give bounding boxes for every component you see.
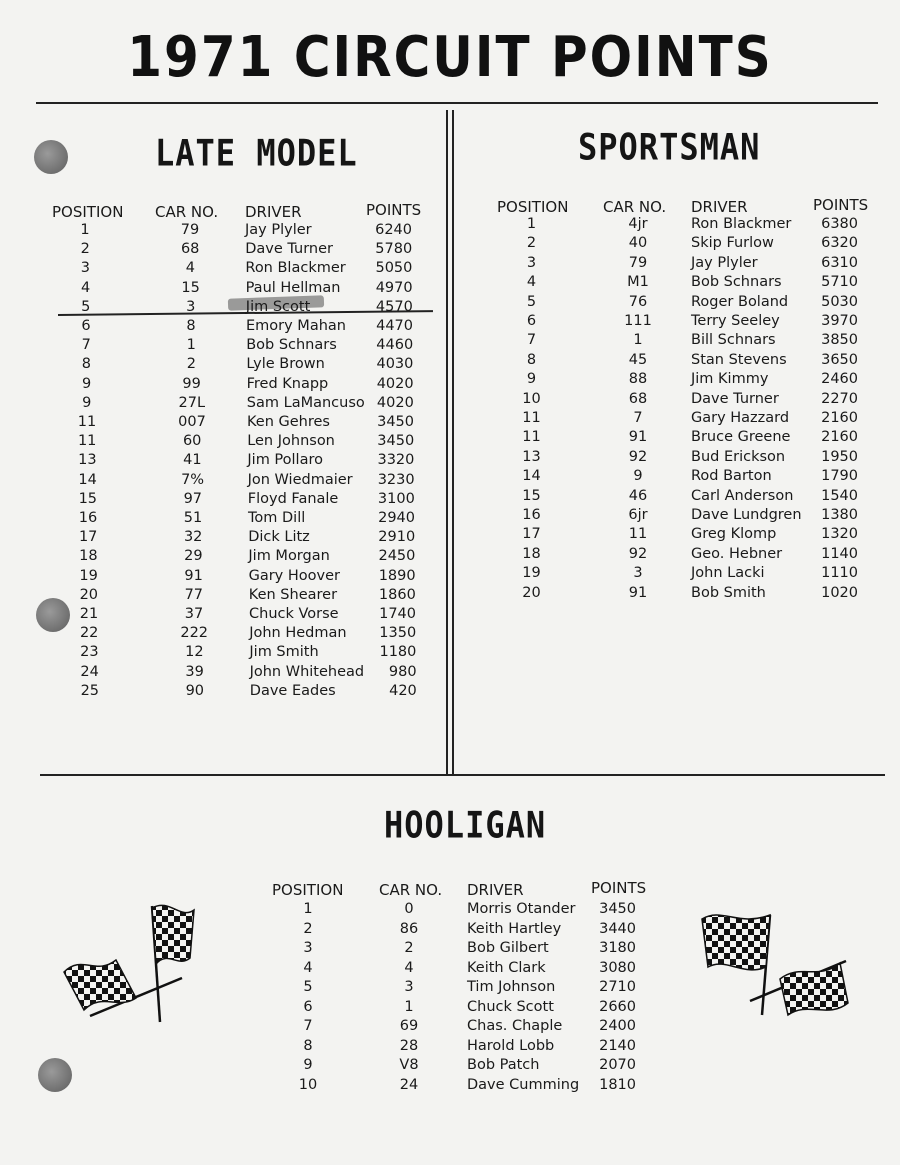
late-model-row-driver: Dave Turner	[245, 241, 333, 258]
sportsman-row-points: 1320	[821, 526, 858, 543]
late-model-row-driver: Gary Hoover	[248, 567, 340, 584]
hooligan-row-points: 2660	[599, 998, 636, 1015]
sportsman-row-car: 7	[633, 410, 643, 426]
hooligan-row-points: 2070	[599, 1057, 636, 1073]
late-model-row-position: 13	[78, 452, 97, 469]
punch-hole-bottom	[38, 1058, 72, 1092]
sportsman-row-driver: Bob Schnars	[691, 274, 782, 291]
late-model-row-points: 4970	[375, 279, 413, 296]
sportsman-row-car: 91	[628, 429, 648, 446]
sportsman-row-car: 92	[628, 545, 648, 562]
late-model-row-position: 23	[80, 644, 99, 661]
late-model-row-driver: Paul Hellman	[245, 279, 341, 296]
late-model-row-points: 980	[388, 663, 417, 680]
sportsman-row-driver: Ron Blackmer	[691, 216, 792, 232]
late-model-row-driver: Jim Smith	[249, 644, 319, 661]
late-model-row-car: 007	[178, 414, 206, 430]
sportsman-row-car: 111	[624, 313, 652, 329]
late-model-row-points: 4460	[376, 337, 414, 354]
late-model-header-points: POINTS	[366, 201, 422, 219]
late-model-row-driver: Chuck Vorse	[249, 606, 339, 622]
late-model-row-driver: John Whitehead	[249, 663, 365, 680]
sportsman-row-position: 8	[526, 351, 537, 368]
late-model-row-car: 97	[183, 490, 203, 507]
late-model-row-position: 5	[81, 298, 91, 315]
late-model-row-car: 27L	[178, 394, 206, 411]
hooligan-row-driver: Bob Patch	[467, 1057, 540, 1073]
late-model-row-driver: Emory Mahan	[246, 318, 346, 334]
hooligan-row-position: 6	[303, 998, 313, 1015]
sportsman-row-car: 76	[628, 293, 648, 310]
sportsman-row-position: 17	[522, 526, 541, 543]
late-model-row-driver: Jim Morgan	[248, 548, 330, 565]
late-model-row-position: 16	[78, 510, 98, 526]
late-model-row-points: 2910	[378, 529, 416, 546]
late-model-row-position: 7	[81, 337, 91, 354]
late-model-row-driver: Len Johnson	[247, 433, 335, 450]
sportsman-row-position: 6	[526, 313, 537, 329]
late-model-row-car: 60	[182, 433, 202, 450]
late-model-row-position: 11	[77, 433, 97, 450]
sportsman-row-driver: Jim Kimmy	[691, 371, 769, 388]
late-model-row-car: 12	[185, 644, 204, 661]
late-model-row-car: 90	[185, 682, 205, 699]
sportsman-row-points: 6310	[821, 254, 858, 271]
late-model-row-driver: Jon Wiedmaier	[247, 471, 353, 488]
hooligan-row-car: 3	[404, 979, 414, 995]
sportsman-row-position: 18	[522, 545, 541, 562]
late-model-row-car: 32	[183, 529, 203, 546]
hooligan-header-driver: DRIVER	[467, 881, 524, 899]
late-model-row-car: 99	[182, 375, 201, 392]
sportsman-row-position: 2	[526, 235, 537, 252]
late-model-row-points: 5050	[375, 260, 413, 277]
sportsman-row-car: 3	[633, 565, 643, 582]
late-model-row-position: 18	[79, 548, 98, 565]
late-model-row-driver: Dave Eades	[249, 682, 336, 699]
late-model-row-points: 420	[389, 682, 417, 699]
hooligan-row-driver: Tim Johnson	[467, 979, 556, 995]
late-model-header-position: POSITION	[52, 203, 124, 221]
hooligan-row-driver: Morris Otander	[467, 901, 576, 917]
hooligan-row-points: 3440	[599, 920, 636, 937]
late-model-row-car: 77	[184, 586, 204, 603]
hooligan-row-position: 7	[303, 1018, 313, 1034]
sportsman-row-car: 9	[633, 468, 643, 485]
column-divider-left	[446, 110, 448, 774]
sportsman-row-points: 1020	[821, 584, 858, 601]
sportsman-row-car: 46	[628, 487, 648, 504]
late-model-row-points: 2450	[378, 548, 416, 565]
late-model-row-car: 2	[186, 356, 196, 373]
late-model-row-car: 29	[184, 548, 203, 565]
late-model-row-points: 6240	[375, 222, 412, 238]
sportsman-row-points: 6320	[821, 235, 858, 252]
sportsman-header-driver: DRIVER	[691, 198, 748, 216]
sportsman-row-driver: Bud Erickson	[691, 448, 786, 465]
late-model-row-position: 15	[78, 490, 98, 507]
sportsman-row-position: 13	[522, 448, 541, 465]
late-model-row-car: 51	[183, 510, 203, 526]
late-model-row-driver: John Hedman	[249, 625, 347, 642]
late-model-row-driver: Lyle Brown	[246, 356, 325, 373]
late-model-row-car: 15	[181, 279, 200, 296]
late-model-row-points: 1890	[378, 567, 416, 584]
hooligan-row-points: 1810	[599, 1076, 636, 1093]
sportsman-row-position: 19	[522, 565, 541, 582]
late-model-row-car: 41	[183, 452, 202, 469]
sportsman-header-car: CAR NO.	[603, 198, 667, 216]
late-model-row-position: 20	[79, 586, 99, 603]
hooligan-row-points: 3180	[599, 940, 636, 956]
sportsman-row-car: 4jr	[628, 216, 648, 232]
late-model-row-car: 91	[184, 567, 203, 584]
hooligan-row-driver: Keith Clark	[467, 959, 546, 976]
sportsman-row-car: M1	[627, 274, 649, 291]
sportsman-row-car: 1	[633, 332, 643, 349]
checkered-flags-icon	[700, 905, 850, 1025]
sportsman-row-position: 14	[522, 468, 541, 485]
late-model-row-points: 3100	[377, 490, 415, 507]
hooligan-row-points: 2710	[599, 979, 636, 995]
sportsman-row-car: 68	[628, 390, 648, 407]
late-model-row-points: 2940	[378, 510, 415, 526]
hooligan-row-position: 1	[303, 901, 313, 917]
late-model-row-points: 1740	[379, 606, 416, 622]
hooligan-row-position: 8	[303, 1037, 313, 1054]
sportsman-row-driver: Roger Boland	[691, 293, 789, 310]
sportsman-row-driver: Geo. Hebner	[691, 545, 783, 562]
late-model-row-driver: Sam LaMancuso	[246, 394, 365, 411]
punch-hole-top	[34, 140, 68, 174]
hooligan-row-car: 1	[404, 998, 414, 1015]
hooligan-row-driver: Bob Gilbert	[467, 940, 549, 956]
sportsman-row-car: 40	[628, 235, 648, 252]
sportsman-row-car: 91	[628, 584, 648, 601]
sportsman-row-driver: Carl Anderson	[691, 487, 794, 504]
sportsman-row-position: 10	[522, 390, 541, 407]
late-model-row-position: 9	[82, 394, 92, 411]
late-model-row-driver: Jim Scott	[245, 298, 311, 315]
late-model-row-position: 11	[77, 414, 97, 430]
late-model-row-driver: Jay Plyler	[245, 222, 312, 238]
sportsman-row-driver: Terry Seeley	[691, 313, 780, 329]
sportsman-row-driver: John Lacki	[691, 565, 765, 582]
hooligan-row-position: 10	[298, 1076, 318, 1093]
sportsman-row-driver: Bill Schnars	[691, 332, 776, 349]
late-model-row-points: 4570	[375, 298, 413, 315]
late-model-row-position: 9	[81, 375, 92, 392]
column-divider-right	[452, 110, 454, 774]
middle-divider	[40, 774, 885, 776]
hooligan-row-car: 4	[404, 959, 414, 976]
late-model-row-points: 3450	[377, 414, 414, 430]
late-model-row-driver: Bob Schnars	[246, 337, 337, 354]
sportsman-row-driver: Gary Hazzard	[691, 410, 790, 426]
late-model-row-position: 25	[80, 682, 100, 699]
hooligan-row-car: 0	[404, 901, 414, 917]
late-model-row-points: 3320	[377, 452, 415, 469]
hooligan-title: HOOLIGAN	[384, 803, 547, 847]
sportsman-row-driver: Dave Lundgren	[691, 507, 802, 523]
sportsman-title: SPORTSMAN	[578, 125, 761, 169]
sportsman-row-position: 20	[522, 584, 541, 601]
hooligan-row-points: 2400	[599, 1018, 636, 1034]
sportsman-row-points: 3650	[821, 351, 858, 368]
late-model-row-driver: Dick Litz	[248, 529, 310, 546]
sportsman-row-car: 79	[628, 254, 648, 271]
late-model-row-position: 24	[80, 663, 99, 680]
hooligan-row-position: 3	[303, 940, 313, 956]
page-title: 1971 CIRCUIT POINTS	[127, 24, 773, 90]
sportsman-row-car: 45	[628, 351, 648, 368]
sportsman-row-driver: Bob Smith	[691, 584, 766, 601]
late-model-row-car: 1	[186, 337, 196, 354]
late-model-row-points: 1350	[379, 625, 417, 642]
sportsman-row-driver: Dave Turner	[691, 390, 779, 407]
late-model-row-position: 17	[78, 529, 98, 546]
sportsman-row-points: 1790	[821, 468, 858, 485]
late-model-row-position: 6	[81, 318, 91, 334]
hooligan-row-position: 4	[303, 959, 313, 976]
sportsman-row-points: 2460	[821, 371, 858, 388]
hooligan-row-points: 3080	[599, 959, 636, 976]
sportsman-header-points: POINTS	[813, 196, 869, 214]
late-model-row-driver: Ron Blackmer	[245, 260, 346, 277]
hooligan-header-position: POSITION	[272, 881, 344, 899]
sportsman-row-driver: Rod Barton	[691, 468, 772, 485]
sportsman-row-points: 1950	[821, 448, 858, 465]
hooligan-row-driver: Dave Cumming	[467, 1076, 580, 1093]
sportsman-row-driver: Bruce Greene	[691, 429, 791, 446]
sportsman-header-position: POSITION	[497, 198, 569, 216]
hooligan-row-car: 2	[404, 940, 414, 956]
late-model-row-car: 3	[186, 298, 196, 315]
hooligan-row-points: 2140	[599, 1037, 636, 1054]
sportsman-row-points: 3970	[821, 313, 858, 329]
late-model-row-points: 4470	[376, 318, 413, 334]
late-model-row-points: 1860	[378, 586, 416, 603]
sportsman-row-points: 1380	[821, 507, 858, 523]
sportsman-row-car: 11	[628, 526, 648, 543]
late-model-row-car: 68	[180, 241, 200, 258]
late-model-row-position: 22	[79, 625, 99, 642]
sportsman-row-position: 16	[522, 507, 541, 523]
sportsman-row-points: 1110	[821, 565, 858, 582]
hooligan-row-car: 28	[399, 1037, 419, 1054]
late-model-row-driver: Floyd Fanale	[247, 490, 339, 507]
hooligan-row-driver: Chuck Scott	[467, 998, 554, 1015]
sportsman-row-position: 15	[522, 487, 541, 504]
hooligan-row-points: 3450	[599, 901, 636, 917]
hooligan-row-car: V8	[399, 1057, 419, 1073]
sportsman-row-position: 4	[526, 274, 537, 291]
late-model-row-driver: Jim Pollaro	[247, 452, 323, 469]
late-model-row-points: 4020	[376, 375, 414, 392]
checkered-flags-icon	[60, 898, 195, 1028]
late-model-row-position: 1	[80, 222, 90, 238]
late-model-row-points: 4030	[376, 356, 414, 373]
hooligan-header-points: POINTS	[591, 879, 647, 897]
hooligan-row-driver: Chas. Chaple	[467, 1018, 563, 1034]
hooligan-row-position: 5	[303, 979, 313, 995]
late-model-row-position: 21	[79, 606, 99, 622]
sportsman-row-position: 11	[522, 429, 541, 446]
hooligan-row-driver: Harold Lobb	[467, 1037, 555, 1054]
late-model-header-car: CAR NO.	[155, 203, 219, 221]
sportsman-row-driver: Stan Stevens	[691, 351, 787, 368]
late-model-row-car: 222	[180, 625, 209, 642]
sportsman-row-position: 1	[526, 216, 537, 232]
late-model-row-points: 1180	[379, 644, 417, 661]
late-model-row-car: 79	[180, 222, 200, 238]
hooligan-row-position: 9	[303, 1057, 313, 1073]
hooligan-row-car: 86	[399, 920, 419, 937]
late-model-row-car: 7%	[181, 471, 205, 488]
late-model-row-position: 3	[80, 260, 90, 277]
late-model-row-driver: Ken Gehres	[247, 414, 330, 430]
late-model-row-points: 3230	[377, 471, 415, 488]
sportsman-row-position: 3	[526, 254, 537, 271]
hooligan-row-car: 69	[399, 1018, 419, 1034]
late-model-row-car: 39	[185, 663, 204, 680]
late-model-row-car: 4	[185, 260, 195, 277]
sportsman-row-driver: Jay Plyler	[691, 254, 758, 271]
late-model-row-driver: Tom Dill	[248, 510, 306, 526]
late-model-row-car: 8	[186, 318, 196, 334]
sportsman-row-car: 88	[628, 371, 648, 388]
late-model-row-points: 3450	[377, 433, 415, 450]
sportsman-row-points: 1140	[821, 545, 858, 562]
late-model-header-driver: DRIVER	[245, 203, 302, 221]
sportsman-row-points: 5030	[821, 293, 858, 310]
late-model-row-position: 8	[81, 356, 91, 373]
late-model-row-points: 5780	[375, 241, 413, 258]
late-model-row-position: 14	[78, 471, 97, 488]
sportsman-row-car: 92	[628, 448, 648, 465]
sportsman-row-points: 2160	[821, 429, 858, 446]
hooligan-row-car: 24	[399, 1076, 419, 1093]
late-model-row-driver: Ken Shearer	[248, 586, 338, 603]
hooligan-row-driver: Keith Hartley	[467, 920, 562, 937]
sportsman-row-position: 9	[526, 371, 537, 388]
late-model-row-points: 4020	[376, 394, 414, 411]
sportsman-row-position: 5	[526, 293, 537, 310]
late-model-row-position: 19	[79, 567, 98, 584]
late-model-row-position: 4	[80, 279, 91, 296]
sportsman-row-points: 3850	[821, 332, 858, 349]
hooligan-row-position: 2	[303, 920, 313, 937]
late-model-row-car: 37	[184, 606, 204, 622]
hooligan-header-car: CAR NO.	[379, 881, 443, 899]
sportsman-row-driver: Skip Furlow	[691, 235, 774, 252]
sportsman-row-points: 2160	[821, 410, 858, 426]
sportsman-row-car: 6jr	[628, 507, 648, 523]
top-divider	[36, 102, 878, 104]
sportsman-row-driver: Greg Klomp	[691, 526, 777, 543]
sportsman-row-position: 7	[526, 332, 537, 349]
sportsman-row-points: 5710	[821, 274, 858, 291]
late-model-title: LATE MODEL	[155, 131, 358, 175]
sportsman-row-points: 1540	[821, 487, 858, 504]
sportsman-row-position: 11	[522, 410, 541, 426]
late-model-row-position: 2	[80, 241, 90, 258]
sportsman-row-points: 2270	[821, 390, 858, 407]
late-model-row-driver: Fred Knapp	[246, 375, 329, 392]
sportsman-row-points: 6380	[821, 216, 858, 232]
